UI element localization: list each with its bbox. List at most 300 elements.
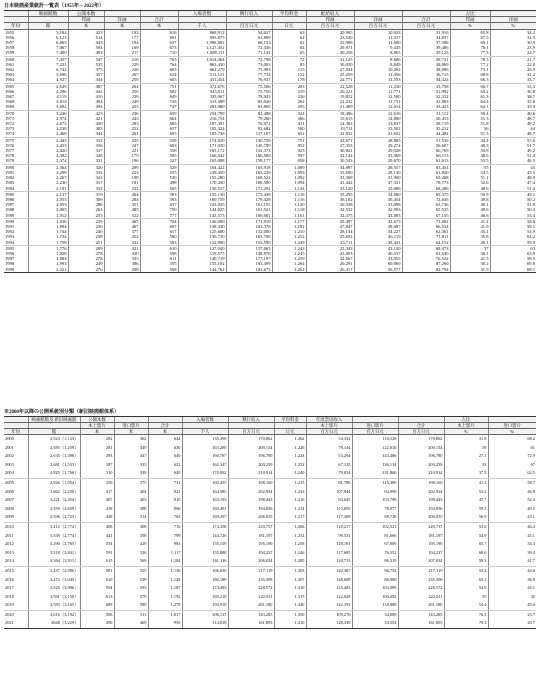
data-cell: 252 [104, 126, 140, 131]
data-cell: 506 [80, 610, 114, 619]
data-cell: 375 [68, 67, 104, 72]
data-cell: 1,226 [274, 444, 306, 453]
data-cell: 143,935 [178, 202, 226, 207]
data-cell: 87,260 [402, 261, 450, 266]
data-cell: 1,734 [28, 234, 68, 239]
data-cell: 10,262 [354, 67, 402, 72]
data-cell: 3,525（3,096） [28, 584, 80, 593]
year-cell: 1985 [5, 191, 15, 197]
year-cell: 1975 [5, 137, 15, 143]
data-cell: 78,977 [352, 505, 398, 514]
data-cell: 345,811 [178, 89, 226, 94]
data-cell: 51.3 [450, 116, 490, 121]
year-cell: 1964 [4, 77, 28, 83]
data-cell: 177 [104, 35, 140, 40]
data-cell: 60.6 [444, 549, 488, 558]
data-cell: 1,804 [28, 224, 68, 229]
year-cell: 1983 [5, 180, 15, 186]
data-cell: 44,484 [402, 131, 450, 137]
table-row [4, 576, 536, 585]
data-cell: 529 [140, 164, 178, 170]
table-row [4, 469, 536, 478]
year-cell: 2003 [5, 461, 14, 467]
data-cell: 1,240 [274, 469, 306, 478]
data-cell: 63,540 [402, 251, 450, 256]
data-cell: 349 [114, 444, 148, 453]
data-cell: 3,602 [28, 104, 68, 110]
table-row [4, 610, 536, 619]
data-cell: 1,828 [28, 251, 68, 256]
data-cell: 59.9 [490, 240, 536, 246]
data-cell: 77.2 [450, 62, 490, 67]
data-cell: 117,107 [226, 131, 272, 137]
data-cell: 332 [104, 240, 140, 246]
data-cell: 32,312 [402, 94, 450, 99]
data-cell: 36.1 [450, 251, 490, 256]
data-cell: 411 [272, 121, 306, 126]
data-cell: 67.5 [450, 35, 490, 40]
data-cell: 777 [140, 213, 178, 219]
data-cell: 55.6 [490, 137, 536, 143]
year-cell: 1972 [5, 121, 15, 127]
data-cell: 751 [272, 137, 306, 143]
data-cell: 25,343 [306, 245, 354, 251]
data-cell: 511,121 [178, 72, 226, 77]
data-cell: 1,259 [272, 256, 306, 261]
data-cell: 333 [104, 256, 140, 261]
data-cell: 32,144 [306, 153, 354, 158]
data-cell: 195,190 [228, 540, 274, 549]
data-cell: 64.1 [450, 104, 490, 110]
data-cell: 485 [104, 207, 140, 212]
data-cell: 76,937 [226, 77, 272, 83]
header-cell: 公開本数 [80, 417, 114, 423]
data-cell: 169,522 [226, 175, 272, 180]
header-cell: 百万日元 [228, 429, 274, 435]
data-cell: 500 [272, 126, 306, 131]
data-cell: 69,375 [402, 191, 450, 197]
data-cell: 30,413 [402, 116, 450, 121]
data-cell: 1,117 [148, 549, 182, 558]
data-cell: 644 [148, 435, 182, 444]
data-cell: 131,860 [352, 469, 398, 478]
data-cell: 28,557 [354, 164, 402, 170]
data-cell: 806 [148, 505, 182, 514]
data-cell: 1,249 [272, 240, 306, 246]
data-cell: 358 [114, 532, 148, 541]
data-cell: 762 [148, 513, 182, 522]
data-cell: 178 [272, 77, 306, 83]
data-cell: 128,181 [306, 540, 352, 549]
year-cell: 2007 [5, 497, 14, 503]
header-cell: % [488, 429, 536, 435]
table-row [4, 593, 536, 602]
header-cell: 百万日元 [354, 23, 402, 29]
data-cell: 7,231 [28, 62, 68, 67]
data-cell: 164,585 [182, 488, 228, 497]
data-cell: 1,149 [148, 576, 182, 585]
table-row [4, 435, 536, 444]
header-cell: 合计 [148, 423, 182, 429]
data-cell: 118,988 [352, 601, 398, 610]
data-cell: 3,814 [28, 99, 68, 104]
data-cell: 194,910 [182, 601, 228, 610]
data-cell: 48.9 [490, 175, 536, 180]
data-cell: 1,315 [274, 593, 306, 602]
data-cell: 2,392 [28, 153, 68, 158]
data-cell: 202,934 [228, 488, 274, 497]
data-cell: 287 [80, 461, 114, 470]
table-row [4, 452, 536, 461]
data-cell: 2,585（1,259） [28, 444, 80, 453]
data-cell: 522 [104, 213, 140, 219]
data-cell: 222,011 [228, 593, 274, 602]
data-cell: 1,912 [28, 213, 68, 219]
data-cell: 78,773 [402, 180, 450, 185]
data-cell: 27,834 [306, 67, 354, 72]
table-row [4, 444, 536, 453]
data-cell: 152 [272, 72, 306, 77]
data-cell: 206,034 [228, 557, 274, 566]
header-cell: 占比 [450, 11, 490, 17]
data-cell: 61,820 [402, 170, 450, 175]
data-cell: 140,719 [178, 256, 226, 261]
data-cell: 615 [80, 557, 114, 566]
data-cell: 505 [140, 153, 178, 158]
data-cell: 21,409 [306, 104, 354, 110]
data-cell: 333 [68, 186, 104, 192]
data-cell: 32,963 [402, 99, 450, 104]
data-cell: 76,552 [352, 549, 398, 558]
data-cell: 3648（3,229） [28, 619, 80, 628]
data-cell: 4,119 [28, 94, 68, 99]
data-cell: 136,134 [352, 461, 398, 470]
header-cell: 入場者数 [178, 11, 226, 17]
data-cell: 66,534 [402, 224, 450, 229]
data-cell: 20,221 [306, 89, 354, 94]
data-cell: 162,347 [182, 461, 228, 470]
data-cell: 689 [80, 601, 114, 610]
header-cell: 年份 [4, 23, 28, 29]
data-cell: 324 [272, 110, 306, 116]
data-cell: 2,974 [28, 116, 68, 121]
data-cell: 1,118 [272, 207, 306, 212]
data-cell: 1,187 [148, 584, 182, 593]
data-cell: 13,837 [354, 121, 402, 126]
header-cell: 本 [68, 23, 104, 29]
data-cell: 490 [80, 619, 114, 628]
data-cell: 431,454 [178, 77, 226, 83]
data-cell: 2,681（1,533） [28, 461, 80, 470]
header-cell: 館 [28, 429, 80, 435]
data-cell: 119,575 [178, 251, 226, 256]
data-cell: 198,160 [398, 478, 444, 487]
data-cell: 228,572 [398, 584, 444, 593]
year-cell: 1974 [4, 131, 28, 137]
data-cell: 590 [140, 234, 178, 239]
data-cell: 76.1 [450, 45, 490, 50]
data-cell: 30,543 [306, 158, 354, 164]
data-cell: 31.8 [444, 435, 488, 444]
year-cell: 2004 [4, 469, 28, 478]
data-cell: 593 [114, 584, 148, 593]
data-cell: 28,719 [402, 121, 450, 126]
data-cell: 1,144 [272, 186, 306, 192]
data-cell: 1,993 [28, 261, 68, 266]
data-cell: 238 [68, 234, 104, 239]
year-cell: 2021 [4, 619, 28, 628]
data-cell: 166,042 [178, 153, 226, 158]
data-cell: 558 [140, 148, 178, 153]
data-cell: 1,264 [272, 261, 306, 266]
data-cell: 251 [68, 240, 104, 246]
data-cell: 1,136 [148, 566, 182, 575]
data-cell: 61.3 [450, 94, 490, 99]
data-cell: 33,120 [306, 186, 354, 192]
data-cell: 236 [104, 110, 140, 116]
data-cell: 181,197 [228, 532, 274, 541]
data-cell: 868,912 [178, 29, 226, 35]
data-cell: 309 [68, 197, 104, 202]
table-row [4, 566, 536, 575]
data-cell: 1,224 [274, 452, 306, 461]
data-cell: 959 [148, 619, 182, 628]
data-cell: 72,636 [402, 197, 450, 202]
data-cell: 278 [68, 256, 104, 261]
data-cell: 535 [68, 62, 104, 67]
header-cell: 興行収入 [228, 417, 274, 423]
year-cell: 1980 [5, 164, 15, 170]
data-cell: 313,398 [178, 99, 226, 104]
data-cell: 48.6 [450, 153, 490, 158]
data-cell: 77.3 [450, 50, 490, 56]
year-cell: 1976 [5, 142, 15, 148]
data-cell: 56.9 [444, 513, 488, 522]
data-cell: 145,709 [226, 143, 272, 148]
data-cell: 591 [80, 549, 114, 558]
data-cell: 747 [140, 104, 178, 110]
year-cell: 2011 [5, 532, 14, 538]
data-cell: 194,237 [228, 549, 274, 558]
data-cell: 22,671 [306, 137, 354, 143]
header-cell: 合计 [398, 423, 444, 429]
data-cell: 194,836 [398, 505, 444, 514]
data-cell: 493 [68, 50, 104, 56]
year-cell: 1958 [5, 45, 15, 51]
data-cell: 331 [68, 158, 104, 164]
data-cell: 15,613 [306, 116, 354, 121]
data-cell: 206,035 [398, 513, 444, 522]
data-cell: 170,092 [182, 469, 228, 478]
data-cell: 267 [104, 72, 140, 77]
data-cell: 118,217 [306, 522, 352, 531]
data-cell: 283,980 [178, 104, 226, 110]
data-cell: 34,227 [354, 229, 402, 234]
data-cell: 38,869 [402, 62, 450, 67]
data-cell: 751 [140, 83, 178, 89]
data-cell: 56 [450, 126, 490, 131]
data-cell: 38.7 [490, 94, 536, 99]
data-cell: 152,373 [226, 148, 272, 153]
data-cell: 29,670 [354, 158, 402, 164]
year-cell: 2010 [5, 523, 14, 529]
data-cell: 264 [104, 191, 140, 197]
header-cell: 合計 [402, 17, 450, 23]
year-cell: 2005 [5, 479, 14, 485]
data-cell: 81,666 [352, 532, 398, 541]
data-cell: 12,500 [354, 94, 402, 99]
data-cell: 203,259 [228, 461, 274, 470]
header-cell: 百万日元 [402, 23, 450, 29]
data-cell: 28,865 [354, 137, 402, 143]
data-cell: 20.7 [488, 619, 536, 628]
data-cell: 27,847 [306, 224, 354, 229]
table-row [4, 532, 536, 541]
year-cell: 1956 [5, 34, 15, 40]
header-cell: 进口影片 [488, 423, 536, 429]
data-cell: 997 [272, 153, 306, 158]
data-cell: 2,267 [28, 175, 68, 180]
data-cell: 22,832 [306, 131, 354, 137]
data-cell: 229 [104, 62, 140, 67]
data-cell: 526 [114, 549, 148, 558]
data-cell: 48.2 [490, 121, 536, 126]
data-cell: 377 [104, 229, 140, 234]
header-cell: % [450, 23, 490, 29]
data-cell: 6,742 [28, 67, 68, 72]
data-cell: 43.1 [488, 513, 536, 522]
data-cell: 520 [140, 175, 178, 180]
data-cell: 555 [114, 566, 148, 575]
year-cell: 2014 [4, 557, 28, 566]
data-cell: 7,067 [28, 45, 68, 50]
data-cell: 225 [104, 137, 140, 143]
data-cell: 429 [114, 540, 148, 549]
data-cell: 494 [68, 99, 104, 104]
data-cell: 261 [104, 131, 140, 137]
data-cell: 219 [272, 89, 306, 94]
data-cell: 73.1 [450, 67, 490, 72]
data-cell: 39 [444, 444, 488, 453]
data-cell: 122,010 [352, 444, 398, 453]
data-cell: 50.2 [490, 197, 536, 202]
data-cell: 79.3 [444, 619, 488, 628]
header-cell: 映画館数 [28, 11, 68, 17]
data-cell: 46.5 [490, 158, 536, 164]
data-cell: 23.9 [490, 45, 536, 50]
data-cell: 169,210 [182, 593, 228, 602]
data-cell: 263 [68, 207, 104, 212]
data-cell: 149,450 [178, 170, 226, 175]
header-cell: 百万日元 [352, 429, 398, 435]
data-cell: 30,841 [306, 148, 354, 153]
data-cell: 47.7 [444, 496, 488, 505]
data-cell: 115 [272, 67, 306, 72]
data-cell: 8,849 [354, 62, 402, 67]
data-cell: 193 [104, 29, 140, 35]
table-row [4, 584, 536, 593]
data-cell: 281 [80, 444, 114, 453]
year-cell: 1995 [5, 245, 15, 251]
data-cell: 25,259 [306, 72, 354, 77]
year-cell: 1986 [5, 196, 15, 202]
data-cell: 25,692 [306, 234, 354, 239]
year-cell: 1977 [5, 148, 15, 154]
data-cell: 36,182 [306, 197, 354, 202]
data-cell: 2,137 [28, 191, 68, 197]
data-cell: 1,116 [272, 197, 306, 202]
data-cell: 106,137 [182, 610, 228, 619]
data-cell: 40,537 [354, 251, 402, 256]
data-cell: 863,430 [178, 62, 226, 67]
data-cell: 135,390 [182, 435, 228, 444]
data-cell: 417 [80, 488, 114, 497]
data-cell: 33,690 [306, 170, 354, 175]
data-cell: 2,530 [28, 126, 68, 131]
data-cell: 37 [450, 245, 490, 251]
data-cell: 22,528 [306, 83, 354, 89]
data-cell: 45.1 [488, 584, 536, 593]
data-cell: 33,368 [306, 175, 354, 180]
data-cell: 216,754 [178, 116, 226, 121]
data-cell: 743 [140, 99, 178, 104]
data-cell: 37,588 [402, 40, 450, 45]
data-cell: 166,630 [182, 566, 228, 575]
data-cell: 63.2 [450, 89, 490, 94]
header-cell: 邦画 [450, 17, 490, 23]
data-cell: 2,524（1,123） [28, 435, 80, 444]
data-cell: 72 [272, 56, 306, 62]
data-cell: 3,246 [28, 110, 68, 116]
data-cell: 125,600 [178, 229, 226, 234]
header-cell: 平均料金 [272, 11, 306, 17]
data-cell: 50.9 [450, 191, 490, 197]
data-cell: 27.1 [444, 452, 488, 461]
data-cell: 2,420 [28, 148, 68, 153]
data-cell: 158,177 [226, 158, 272, 164]
data-cell: 1,340 [274, 601, 306, 610]
data-cell: 405 [68, 126, 104, 131]
data-cell: 71,811 [402, 234, 450, 239]
data-cell: 308 [114, 522, 148, 531]
data-cell: 33.3 [490, 83, 536, 89]
year-cell: 1982 [5, 175, 15, 181]
data-cell: 125,483 [306, 584, 352, 593]
header-cell: 本 [104, 23, 140, 29]
data-cell: 36,454 [354, 197, 402, 202]
data-cell: 33 [444, 461, 488, 470]
data-cell: 23,520 [306, 35, 354, 40]
data-cell: 1,307 [274, 576, 306, 585]
data-cell: 72,798 [226, 56, 272, 62]
data-cell: 498 [140, 180, 178, 185]
data-cell: 337 [68, 148, 104, 153]
data-cell: 174,483 [182, 584, 228, 593]
data-cell: 326 [68, 153, 104, 158]
data-cell: 63 [490, 245, 536, 251]
data-cell: 3,339（2,774） [28, 532, 80, 541]
year-cell: 1963 [5, 72, 15, 78]
data-cell: 50.4 [490, 207, 536, 212]
data-cell: 40.1 [450, 240, 490, 246]
data-cell: 52.6 [450, 180, 490, 185]
data-cell: 603 [140, 67, 178, 72]
data-cell: 610 [140, 245, 178, 251]
data-cell: 356 [80, 478, 114, 487]
data-cell: 122,990 [178, 240, 226, 246]
data-cell: 1,235 [274, 478, 306, 487]
data-cell: 442 [68, 89, 104, 94]
